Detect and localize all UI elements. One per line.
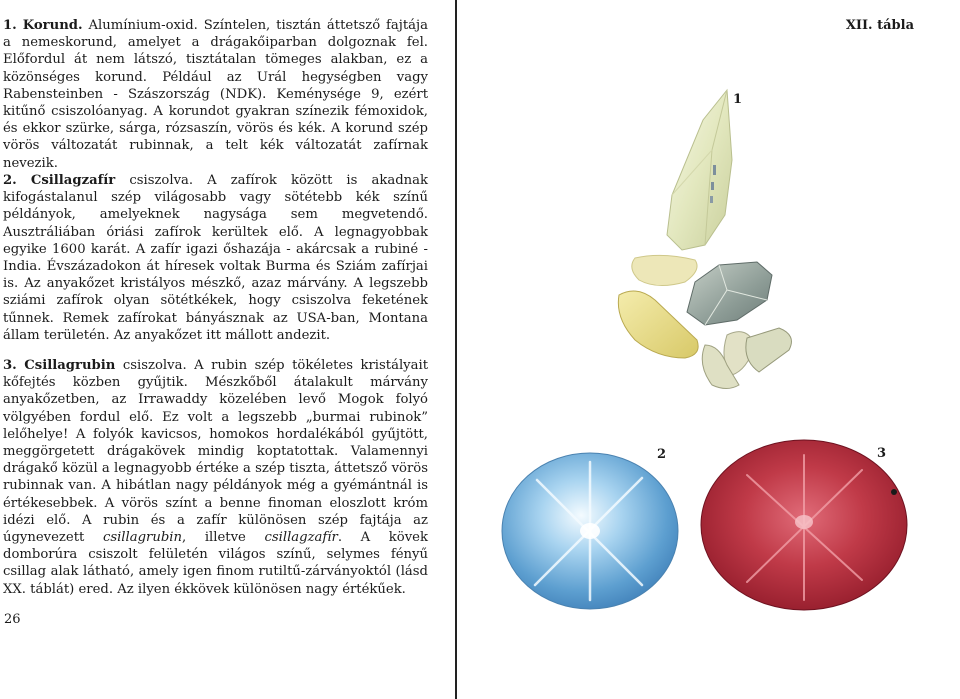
gem-illustration: [457, 0, 960, 699]
star-sapphire: [502, 453, 678, 609]
yellow-corundum-stone: [618, 291, 698, 358]
italic-term: csillagrubin: [102, 530, 182, 546]
section-text: Alumínium-oxid. Színtelen, tisztán áttetsző fajtája a nemeskorund, amelyet a drágakőiparban dolgoznak fel. Előfordul át nem látszó, tisztátalan tömeges alakban, ez a közönséges korund. Például az Urál hegységben vagy Rabensteinben - Szászország (NDK). Keménysége 9, ezért kitűnő csiszolóanyag. A korundot gyakran színezik fémoxidok, és ekkor szürke, sárga, rózsaszín, vörös és kék. A korund szép vörös változatát rubinnak, a telt kék változatát zafírnak nevezik.: [3, 18, 428, 171]
section-title: Csillagrubin: [24, 358, 116, 373]
grey-corundum-stone: [687, 262, 772, 325]
section-csillagzafir: [3, 172, 428, 344]
yellow-pebble: [632, 255, 697, 285]
figure-label-2: 2: [657, 447, 667, 462]
section-text: , illetve: [182, 530, 246, 546]
star-ruby: [701, 440, 907, 610]
left-page: [0, 0, 455, 699]
italic-term: csillagzafír: [264, 530, 338, 546]
section-text: csiszolva. A rubin szép tökéletes kristályait kőfejtés közben gyűjtik. Mészkőből átalakult márvány anyakőzetben, az Irrawaddy közelében levő Mogok folyó völgyében fordul elő. Ez volt a legszebb „burmai rubinok” lelőhelye! A folyók kavicsos, homokos hordalékából gyűjtött, meggörgetett drágakövek mindig koptatottak. Valamennyi drágakő közül a legnagyobb értéke a szép tiszta, áttetsző vörös rubinnak van. A hibátlan nagy példányok még a gyémántnál is értékesebbek. A vörös színt a benne finoman eloszlott króm idézi elő. A rubin és a zafír különösen szép fajtája az úgynevezett: [3, 358, 429, 546]
section-number: 1.: [3, 18, 17, 33]
section-number: 2.: [3, 173, 17, 188]
section-title: Csillagzafír: [30, 173, 116, 188]
section-korund: [3, 17, 428, 172]
page-number: 26: [4, 612, 21, 627]
figure-label-3: 3: [877, 446, 887, 461]
figure-label-1: 1: [733, 92, 743, 107]
section-title: Korund.: [22, 18, 83, 33]
section-text: csiszolva. A zafírok között is akadnak kifogástalanul szép világosabb vagy sötétebb kék színű példányok, amelyeknek nagysága sem megvetendő. Ausztráliában óriási zafírok kerültek elő. A legnagyobbak egyike 1600 karát. A zafír igazi őshazája - akárcsak a rubiné - India. Évszázadokon át híresek voltak Burma és Sziám zafírjai is. Az anyakőzet kristályos mészkő, azaz márvány. A legszebb sziámi zafírok olyan sötétkékek, hogy csiszolva feketének tűnnek. Remek zafírokat bányásznak az USA-ban, Montana állam területén. Az anyakőzet itt mállott andezit.: [3, 173, 428, 343]
section-number: 3.: [3, 358, 17, 373]
section-csillagrubin: [3, 357, 428, 598]
small-stone: [746, 328, 792, 372]
right-page: [457, 0, 960, 699]
plate-title: XII. tábla: [845, 18, 914, 33]
section-text: . A kövek domborúra csiszolt felületén világos színű, selymes fényű csillag alak látható, amely igen finom rutiltű-zárványoktól (lásd XX. táblát) ered. Az ilyen ékkövek különösen nagy értékűek.: [3, 530, 428, 597]
corundum-crystal: [667, 90, 732, 250]
